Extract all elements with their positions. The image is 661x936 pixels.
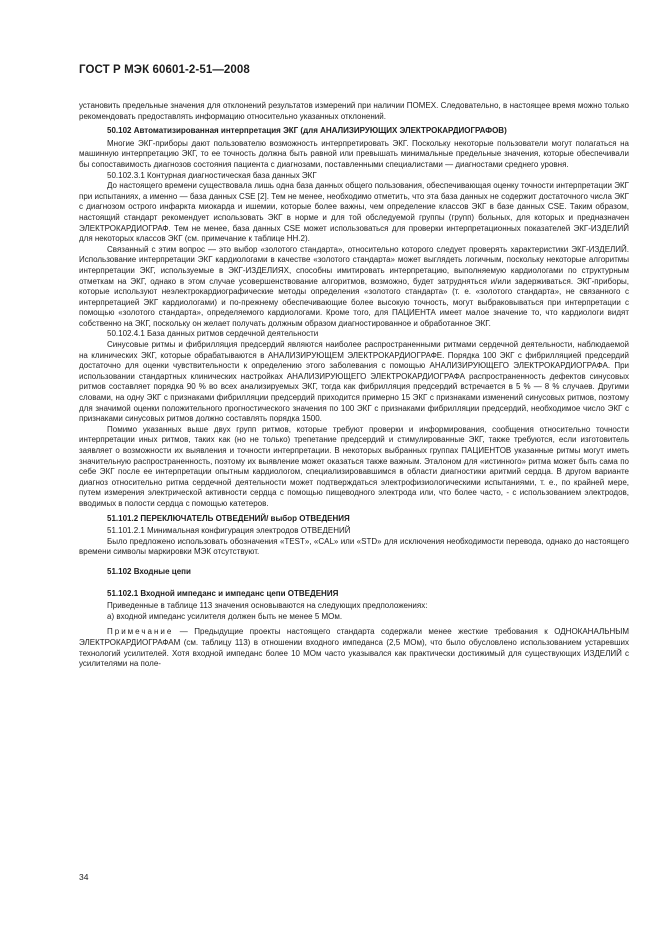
paragraph: Приведенные в таблице 113 значения основываются на следующих предположениях: [107, 601, 428, 611]
note-paragraph [79, 627, 629, 669]
document-page [79, 64, 629, 670]
paragraph: Было предложено использовать обозначения «TEST», «CAL» или «STD» для исключения необходимости перевода, однако до настоящего времени символы маркировки МЭК отсутствуют. [79, 536, 629, 557]
paragraph: До настоящего времени существовала лишь одна база данных общего пользования, обеспечивающая оценку точности интерпретации ЭКГ при испытаниях, а именно — база данных CSE [2]. Тем не менее, необходимо отметить, что эта база данных не содержит достаточного числа ЭКГ с диагнозом острого инфаркта миокарда и ишемии, которые более важны, чем определение классов ЭКГ в базе данных CSE. Таким образом, настоящий стандарт рекомендует использовать ЭКГ в норме и для той обследуемой группы (групп) больных, для которых и предназначен ЭЛЕКТРОКАРДИОГРАФ. Тем не менее, база данных CSE может использоваться для проверки интерпретационных показателей ЭКГ-ИЗДЕЛИЙ для некоторых классов ЭКГ (см. примечание к таблице НН.2). [79, 181, 629, 244]
paragraph: Помимо указанных выше двух групп ритмов, которые требуют проверки и информирования, сообщения относительно точности интерпретации иных ритмов, таких как (но не только) трепетание предсердий и стимулированные ЭКГ, также требуются, если изготовитель заявляет о возможности их выявления и точности интерпретации. В некоторых выбранных группах ПАЦИЕНТОВ указанные ритмы могут иметь значительную распространенность, поэтому их выявление может оказаться также важным. Эталоном для «истинного» ритма может быть сама по себе ЭКГ после ее интерпретации опытным кардиологом, специализировавшимся в области диагностики аритмий сердца. В другом варианте диагноз относительно ритма сердечной деятельности может подтверждаться электрофизиологическими испытаниями, т. е., по крайней мере, путем измерения электрической активности сердца с помощью пищеводного электрода или, что более часто, - с использованием электродов, вводимых в полости сердца с помощью катетеров. [79, 424, 629, 508]
section-heading: 51.101.2 ПЕРЕКЛЮЧАТЕЛЬ ОТВЕДЕНИЙ/ выбор ОТВЕДЕНИЯ [107, 513, 350, 523]
section-heading: 51.102.1 Входной импеданс и импеданс цепи ОТВЕДЕНИЯ [107, 588, 339, 598]
spacer [79, 558, 629, 563]
standard-header: ГОСТ Р МЭК 60601-2-51—2008 [79, 64, 250, 76]
document-body [79, 101, 629, 670]
paragraph: установить предельные значения для отклонений результатов измерений при наличии ПОМЕХ. Следовательно, в настоящее время можно только рекомендовать предоставлять информацию относительно указанных отклонений. [79, 101, 629, 121]
section-heading: 51.102 Входные цепи [107, 566, 191, 576]
paragraph: Связанный с этим вопрос — это выбор «золотого стандарта», относительно которого следует проверять характеристики ЭКГ-ИЗДЕЛИЙ. Использование интерпретации ЭКГ кардиологами в качестве «золотого стандарта» может выглядеть логичным, поскольку некоторые алгоритмы интерпретации ЭКГ, используемые в ЭКГ-ИЗДЕЛИЯХ, способны имитировать интерпретацию, выполняемую кардиологами по структурным отметкам на ЭКГ, однако в этом случае усовершенствование алгоритмов, возможно, будет затрудняться и/или задерживаться. ЭКГ-приборы, которые используют неэлектрокардиографические методы определения «золотого стандарта» (т. е. «золотого стандарта», не связанного с интерпретацией ЭКГ кардиологами) и по-прежнему обеспечивающие более высокую точность, могут выбраковываться при интерпретации с помощью «золотого стандарта», определяемого кардиологами. Кроме того, для ПАЦИЕНТА имеет малое значение то, что кардиологи видят собственно на ЭКГ, поскольку он желает получать должным образом диагностированное и обработанное ЭКГ. [79, 244, 629, 328]
subsection-title: 50.102.4.1 База данных ритмов сердечной деятельности [107, 329, 319, 339]
subsection-title: 51.101.2.1 Минимальная конфигурация электродов ОТВЕДЕНИЙ [107, 526, 351, 536]
paragraph: Многие ЭКГ-приборы дают пользователю возможность интерпретировать ЭКГ. Поскольку некоторые пользователи могут полагаться на машинную интерпретацию ЭКГ, то ее точность должна быть равной или превышать минимальные предельные значения, которые обеспечивали бы сопоставимость диагнозов состояния пациента с диагнозами, поставленными специалистами — диагностами среднего уровня. [79, 138, 629, 169]
note-text: — Предыдущие проекты настоящего стандарта содержали менее жесткие требования к ОДНОКАНАЛЬНЫМ ЭЛЕКТРОКАРДИОГРАФАМ (см. таблицу 113) в отношении входного импеданса (2,5 МОм), что было обусловлено использованием устаревших технологий усилителей. Хотя входной импеданс более 10 МОм часто указывался как практически достижимый для существующих ИЗДЕЛИЙ с усилителями на поле- [79, 627, 629, 669]
section-heading: 50.102 Автоматизированная интерпретация ЭКГ (для АНАЛИЗИРУЮЩИХ ЭЛЕКТРОКАРДИОГРАФОВ) [107, 126, 507, 136]
paragraph: Синусовые ритмы и фибрилляция предсердий являются наиболее распространенными ритмами сердечной деятельности, наблюдаемой на клинических ЭКГ, которые обрабатываются в АНАЛИЗИРУЮЩЕМ ЭЛЕКТРОКАРДИОГРАФЕ. Порядка 100 ЭКГ с фибрилляцией предсердий достаточно для оценки чувствительности к определению этого заболевания с помощью АНАЛИЗИРУЮЩЕГО ЭЛЕКТРОКАРДИОГРАФА. При использовании стандартных клинических настройках АНАЛИЗИРУЮЩЕГО ЭЛЕКТРОКАРДИОГРАФА распространенность дефектов синусовых ритмов составляет порядка 90 % во всех анализируемых ЭКГ, тогда как фибрилляция предсердий встречается в 5 % — 8 % случаев. Другими словами, на одну ЭКГ с признаками фибрилляции предсердий приходится примерно 15 ЭКГ с признаками изменений синусовых ритмов, поэтому для значимой оценки положительного прогностического значения по 100 ЭКГ с признаками фибрилляции предсердий, необходимое число ЭКГ с признаками синусовых ритмов должно составлять порядка 1500. [79, 340, 629, 424]
page-number: 34 [79, 872, 89, 882]
note-label: Примечание [107, 627, 174, 637]
subsection-title: 50.102.3.1 Контурная диагностическая база данных ЭКГ [107, 170, 317, 180]
spacer [79, 580, 629, 585]
paragraph: а) входной импеданс усилителя должен быть не менее 5 МОм. [107, 611, 343, 621]
